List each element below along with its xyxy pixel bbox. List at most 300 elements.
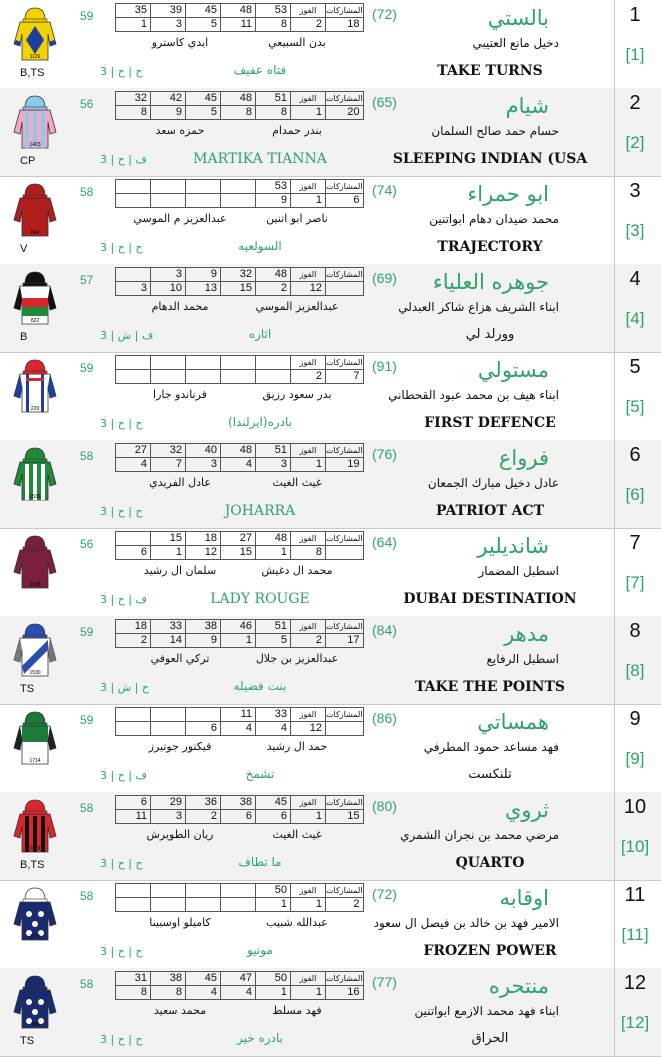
owner-name: ابناء الشريف هزاع شاكر العبدلي: [398, 300, 559, 314]
stats-cell: 17: [326, 634, 364, 648]
wins-header: الفوز: [291, 4, 326, 18]
form-indicators: ف | ش | 3: [100, 329, 154, 342]
draw-number: [6]: [625, 485, 645, 504]
trainer-name: حمزه سعد: [155, 124, 205, 137]
draw-number: [1]: [625, 45, 645, 64]
stats-cell: 6: [116, 546, 151, 560]
stats-cell: [186, 356, 221, 370]
runs-header: المشاركات: [326, 620, 364, 634]
silk-number: 1423: [29, 142, 41, 148]
horse-name[interactable]: جوهره العلياء: [432, 270, 549, 294]
stats-cell: 40: [186, 444, 221, 458]
jockey-silk-icon: [12, 796, 58, 856]
weight: 58: [80, 801, 94, 815]
stats-cell: 45: [186, 92, 221, 106]
stats-row: [116, 282, 364, 296]
rating: (91): [372, 358, 397, 374]
career-stats-table: [115, 179, 364, 208]
stats-cell: 18: [326, 18, 364, 32]
stats-row: [116, 4, 364, 18]
jockey-silk-icon: [12, 972, 58, 1032]
stats-cell: 8: [256, 106, 291, 120]
horse-row[interactable]: [0, 616, 661, 705]
stats-cell: [116, 370, 151, 384]
jockey-name: ناصر ابو اتنين: [266, 212, 328, 225]
stats-row: [116, 796, 364, 810]
stats-cell: 33: [151, 620, 186, 634]
horse-number: 11: [624, 884, 646, 906]
dam-name: فتاه عفيف: [233, 63, 287, 77]
jockey-silk-icon: [12, 92, 58, 152]
silk-number: 1714: [29, 758, 41, 764]
career-stats-table: [115, 443, 364, 472]
stats-cell: [151, 356, 186, 370]
stats-cell: 50: [256, 884, 291, 898]
owner-name: محمد ضيدان دهام ابواتنين: [429, 212, 559, 226]
stats-cell: 4: [221, 986, 256, 1000]
stats-cell: [186, 884, 221, 898]
stats-cell: 14: [151, 634, 186, 648]
silk-number: 664: [30, 230, 40, 236]
stats-cell: 8: [151, 986, 186, 1000]
horse-number: 2: [629, 92, 641, 114]
stats-cell: 3: [256, 458, 291, 472]
sire-name: QUARTO: [455, 855, 525, 871]
stats-cell: 20: [326, 106, 364, 120]
stats-cell: 2: [291, 370, 326, 384]
weight: 59: [80, 625, 94, 639]
stats-cell: [221, 898, 256, 912]
jockey-name: عبدالعزيز بن جلال: [255, 652, 339, 665]
stats-cell: 1: [151, 546, 186, 560]
horse-row[interactable]: [0, 440, 661, 529]
sire-name: PATRIOT ACT: [435, 503, 545, 519]
form-indicators: ح | ش | 3: [100, 681, 149, 694]
jockey-name: بدر سعود رزيق: [262, 388, 332, 401]
horse-name[interactable]: ابو حمراء: [467, 182, 549, 206]
stats-cell: 3: [116, 282, 151, 296]
stats-cell: 33: [256, 708, 291, 722]
stats-cell: [116, 356, 151, 370]
stats-cell: 46: [221, 620, 256, 634]
runs-header: المشاركات: [326, 4, 364, 18]
stats-cell: 13: [186, 282, 221, 296]
dam-name: (بادره(ايرلندا: [228, 415, 292, 429]
jockey-silk-icon: [12, 4, 58, 64]
stats-cell: [151, 370, 186, 384]
rating: (69): [372, 270, 397, 286]
jockey-silk-icon: [12, 268, 58, 328]
trainer-name: تركي العوفي: [150, 652, 210, 665]
stats-cell: 1: [291, 106, 326, 120]
career-stats-table: [115, 3, 364, 32]
jockey-silk-icon: [12, 356, 58, 416]
dam-name: ما تطاف: [238, 855, 282, 869]
trainer-name: محمد سعيد: [153, 1004, 207, 1017]
jockey-name: غيث الغيث: [272, 828, 322, 841]
dam-name: JOHARRA: [224, 503, 296, 519]
stats-cell: 3: [151, 268, 186, 282]
form-indicators: ح | ح | 3: [100, 505, 143, 518]
stats-cell: 8: [221, 106, 256, 120]
sire-name: الحراق: [471, 1031, 509, 1046]
stats-cell: [151, 708, 186, 722]
trainer-name: فيكتور جوتيرز: [148, 740, 212, 753]
runs-header: المشاركات: [326, 972, 364, 986]
rating: (80): [372, 798, 397, 814]
rating: (76): [372, 446, 397, 462]
rating: (64): [372, 534, 397, 550]
form-indicators: ف | ح | 3: [100, 593, 147, 606]
stats-cell: 27: [116, 444, 151, 458]
stats-cell: 1: [291, 810, 326, 824]
rating: (74): [372, 182, 397, 198]
sire-name: FIRST DEFENCE: [424, 415, 556, 431]
stats-cell: [256, 370, 291, 384]
wins-header: الفوز: [291, 972, 326, 986]
form-indicators: ح | ح | 3: [100, 857, 143, 870]
stats-cell: 42: [151, 92, 186, 106]
runs-header: المشاركات: [326, 884, 364, 898]
jockey-silk-icon: [12, 884, 58, 944]
jockey-name: بدن السبيعي: [268, 36, 326, 49]
career-stats-table: [115, 971, 364, 1000]
stats-cell: 36: [186, 796, 221, 810]
form-indicators: ح | ح | 3: [100, 1033, 143, 1046]
stats-cell: [256, 356, 291, 370]
stats-cell: 50: [256, 972, 291, 986]
stats-cell: 45: [186, 972, 221, 986]
draw-number: [7]: [625, 573, 645, 592]
stats-cell: 27: [221, 532, 256, 546]
stats-cell: 32: [151, 444, 186, 458]
stats-cell: 8: [291, 546, 326, 560]
draw-number: [11]: [621, 925, 649, 944]
form-indicators: ف | ح | 3: [100, 769, 147, 782]
horse-name[interactable]: شانديلير: [477, 534, 549, 558]
career-stats-table: [115, 707, 364, 736]
horse-number: 12: [623, 972, 647, 994]
horse-number: 9: [629, 708, 641, 730]
stats-row: [116, 356, 364, 370]
stats-cell: 5: [186, 18, 221, 32]
stats-cell: [116, 722, 151, 736]
stats-row: [116, 620, 364, 634]
stats-cell: 15: [151, 532, 186, 546]
stats-cell: 7: [151, 458, 186, 472]
draw-number: [12]: [620, 1013, 650, 1032]
runs-header: المشاركات: [326, 708, 364, 722]
stats-cell: 6: [256, 810, 291, 824]
runs-header: المشاركات: [326, 444, 364, 458]
horse-row[interactable]: [0, 968, 661, 1057]
stats-cell: 1: [291, 194, 326, 208]
stats-cell: 15: [326, 810, 364, 824]
stats-cell: 8: [256, 18, 291, 32]
horse-row[interactable]: [0, 176, 661, 265]
stats-cell: 11: [221, 708, 256, 722]
stats-cell: 2: [291, 634, 326, 648]
stats-cell: 45: [186, 4, 221, 18]
jockey-silk-icon: [12, 532, 58, 592]
stats-cell: 51: [256, 92, 291, 106]
stats-row: [116, 106, 364, 120]
jockey-name: عبدالله شبيب: [266, 916, 328, 929]
stats-row: [116, 986, 364, 1000]
stats-row: [116, 458, 364, 472]
stats-cell: 1: [256, 546, 291, 560]
stats-row: [116, 722, 364, 736]
career-stats-table: [115, 355, 364, 384]
weight: 59: [80, 361, 94, 375]
stats-cell: 48: [256, 268, 291, 282]
stats-cell: 7: [326, 370, 364, 384]
owner-name: ابناء فهد محمد الازمع ابواتنين: [414, 1004, 559, 1018]
stats-cell: 31: [116, 972, 151, 986]
horse-name[interactable]: مستولي: [477, 358, 549, 382]
stats-cell: [151, 180, 186, 194]
stats-cell: [116, 898, 151, 912]
dam-name: MARTIKA TIANNA: [193, 151, 327, 167]
horse-row[interactable]: [0, 704, 661, 793]
horse-row[interactable]: [0, 352, 661, 441]
owner-name: دخيل مانع العتيبي: [472, 36, 559, 50]
weight: 56: [80, 537, 94, 551]
stats-cell: 19: [326, 458, 364, 472]
horse-number: 10: [623, 796, 647, 818]
horse-row[interactable]: [0, 528, 661, 617]
weight: 59: [80, 713, 94, 727]
weight: 58: [80, 449, 94, 463]
weight: 58: [80, 977, 94, 991]
stats-row: [116, 92, 364, 106]
stats-cell: 2: [291, 18, 326, 32]
sire-name: TAKE TURNS: [437, 63, 543, 79]
stats-cell: [116, 194, 151, 208]
stats-cell: 2: [116, 634, 151, 648]
dam-name: اثاره: [248, 327, 272, 341]
stats-cell: 48: [256, 532, 291, 546]
stats-cell: 18: [186, 532, 221, 546]
stats-row: [116, 898, 364, 912]
horse-name[interactable]: فرواع: [498, 446, 549, 470]
silk-number: 1536: [29, 494, 41, 500]
silk-number: 2038: [29, 582, 41, 588]
stats-cell: 11: [116, 810, 151, 824]
stats-cell: 6: [326, 194, 364, 208]
owner-name: مرضي محمد بن نجران الشمري: [400, 828, 559, 842]
stats-cell: 11: [221, 18, 256, 32]
wins-header: الفوز: [291, 180, 326, 194]
silk-number: 789: [30, 1022, 40, 1028]
weight: 57: [80, 273, 94, 287]
trainer-name: محمد الدهام: [151, 300, 209, 313]
stats-cell: [326, 722, 364, 736]
stats-cell: 53: [256, 4, 291, 18]
jockey-silk-icon: [12, 620, 58, 680]
stats-row: [116, 810, 364, 824]
stats-cell: 1: [221, 634, 256, 648]
stats-row: [116, 180, 364, 194]
stats-cell: 9: [151, 106, 186, 120]
stats-cell: [221, 180, 256, 194]
stats-cell: 5: [186, 106, 221, 120]
horse-name[interactable]: منتحره: [488, 974, 549, 998]
stats-row: [116, 972, 364, 986]
draw-number: [5]: [625, 397, 645, 416]
wins-header: الفوز: [291, 708, 326, 722]
rating: (84): [372, 622, 397, 638]
stats-cell: 38: [151, 972, 186, 986]
stats-row: [116, 532, 364, 546]
trainer-name: ايدي كاسترو: [151, 36, 209, 49]
horse-row[interactable]: [0, 264, 661, 353]
silk-number: 1522: [29, 846, 41, 852]
silk-number: 229: [30, 406, 40, 412]
stats-cell: 6: [221, 810, 256, 824]
stats-cell: 32: [116, 92, 151, 106]
stats-cell: 5: [256, 634, 291, 648]
stats-cell: 38: [186, 620, 221, 634]
runs-header: المشاركات: [326, 532, 364, 546]
stats-cell: 8: [116, 986, 151, 1000]
horse-number: 4: [629, 268, 641, 290]
stats-cell: 6: [186, 722, 221, 736]
stats-cell: 3: [151, 18, 186, 32]
silk-number: 822: [30, 318, 40, 324]
sire-name: SLEEPING INDIAN (USA: [392, 151, 588, 167]
stats-cell: 15: [221, 546, 256, 560]
sire-name: FROZEN POWER: [423, 943, 557, 959]
stats-cell: 8: [116, 106, 151, 120]
stats-cell: [186, 898, 221, 912]
horse-name[interactable]: شيام: [505, 94, 549, 118]
career-stats-table: [115, 531, 364, 560]
sire-name: TAKE THE POINTS: [414, 679, 565, 695]
stats-cell: 9: [186, 268, 221, 282]
stats-cell: 16: [326, 986, 364, 1000]
career-stats-table: [115, 619, 364, 648]
jockey-silk-icon: [12, 444, 58, 504]
stats-row: [116, 708, 364, 722]
rating: (72): [372, 886, 397, 902]
stats-cell: 35: [116, 4, 151, 18]
wins-header: الفوز: [291, 884, 326, 898]
equipment: B,TS: [20, 67, 45, 79]
stats-cell: 48: [221, 4, 256, 18]
form-indicators: ح | ح | 3: [100, 241, 143, 254]
jockey-silk-icon: [12, 180, 58, 240]
stats-cell: 2: [256, 282, 291, 296]
stats-cell: 48: [221, 92, 256, 106]
form-indicators: ح | ح | 3: [100, 945, 143, 958]
horse-number: 6: [629, 444, 641, 466]
stats-cell: [186, 180, 221, 194]
trainer-name: كاميلو اوسبينا: [149, 916, 211, 929]
stats-cell: [186, 370, 221, 384]
draw-number: [10]: [620, 837, 650, 856]
career-stats-table: [115, 795, 364, 824]
stats-row: [116, 370, 364, 384]
stats-cell: 51: [256, 620, 291, 634]
career-stats-table: [115, 267, 364, 296]
stats-cell: 4: [116, 458, 151, 472]
stats-cell: [221, 884, 256, 898]
horse-number: 8: [629, 620, 641, 642]
stats-cell: [151, 884, 186, 898]
horse-name[interactable]: ثروي: [504, 798, 549, 822]
jockey-name: فهد مسلط: [272, 1004, 322, 1017]
owner-name: عادل دخيل مبارك الجمعان: [427, 476, 559, 490]
horse-name[interactable]: مدهر: [504, 622, 549, 646]
wins-header: الفوز: [291, 444, 326, 458]
horse-row[interactable]: [0, 0, 661, 89]
stats-row: [116, 444, 364, 458]
stats-cell: 12: [291, 722, 326, 736]
stats-cell: 2: [326, 898, 364, 912]
weight: 58: [80, 185, 94, 199]
horse-name[interactable]: بالستي: [487, 6, 549, 30]
horse-number: 7: [629, 532, 641, 554]
runs-header: المشاركات: [326, 180, 364, 194]
stats-cell: [326, 282, 364, 296]
horse-row[interactable]: [0, 880, 661, 969]
stats-cell: 4: [256, 722, 291, 736]
stats-cell: 9: [186, 634, 221, 648]
silk-number: 1530: [29, 670, 41, 676]
stats-cell: 6: [116, 796, 151, 810]
form-indicators: ح | ح | 3: [100, 65, 143, 78]
sire-name: وورلد لي: [465, 327, 515, 342]
stats-cell: [151, 722, 186, 736]
stats-cell: 53: [256, 180, 291, 194]
stats-cell: 3: [186, 458, 221, 472]
jockey-name: عبدالعزيز الموسي: [255, 300, 339, 313]
career-stats-table: [115, 883, 364, 912]
horse-row[interactable]: [0, 88, 661, 177]
wins-header: الفوز: [291, 356, 326, 370]
rating: (77): [372, 974, 397, 990]
trainer-name: فرناندو جارا: [153, 388, 207, 401]
wins-header: الفوز: [291, 92, 326, 106]
horse-name[interactable]: اوقابه: [499, 886, 549, 910]
dam-name: بادره خير: [237, 1031, 283, 1045]
stats-cell: 15: [221, 282, 256, 296]
horse-row[interactable]: [0, 792, 661, 881]
owner-name: فهد مساعد حمود المطرفي: [423, 740, 559, 754]
form-indicators: ف | ح | 3: [100, 153, 147, 166]
wins-header: الفوز: [291, 268, 326, 282]
stats-cell: 29: [151, 796, 186, 810]
weight: 59: [80, 9, 94, 23]
horse-name[interactable]: همساتي: [477, 710, 549, 734]
stats-cell: [221, 370, 256, 384]
trainer-name: ريان الطويرش: [146, 828, 214, 841]
stats-cell: [186, 194, 221, 208]
runs-header: المشاركات: [326, 356, 364, 370]
dam-name: تشمخ: [245, 767, 275, 781]
stats-cell: [116, 268, 151, 282]
stats-cell: 45: [256, 796, 291, 810]
silk-number: 1119: [29, 54, 41, 60]
stats-cell: 32: [221, 268, 256, 282]
dam-name: مونيو: [247, 943, 273, 957]
stats-cell: 51: [256, 444, 291, 458]
owner-name: حسام حمد صالح السلمان: [431, 124, 559, 138]
dam-name: السولعيه: [238, 239, 282, 253]
rating: (86): [372, 710, 397, 726]
stats-cell: [186, 708, 221, 722]
